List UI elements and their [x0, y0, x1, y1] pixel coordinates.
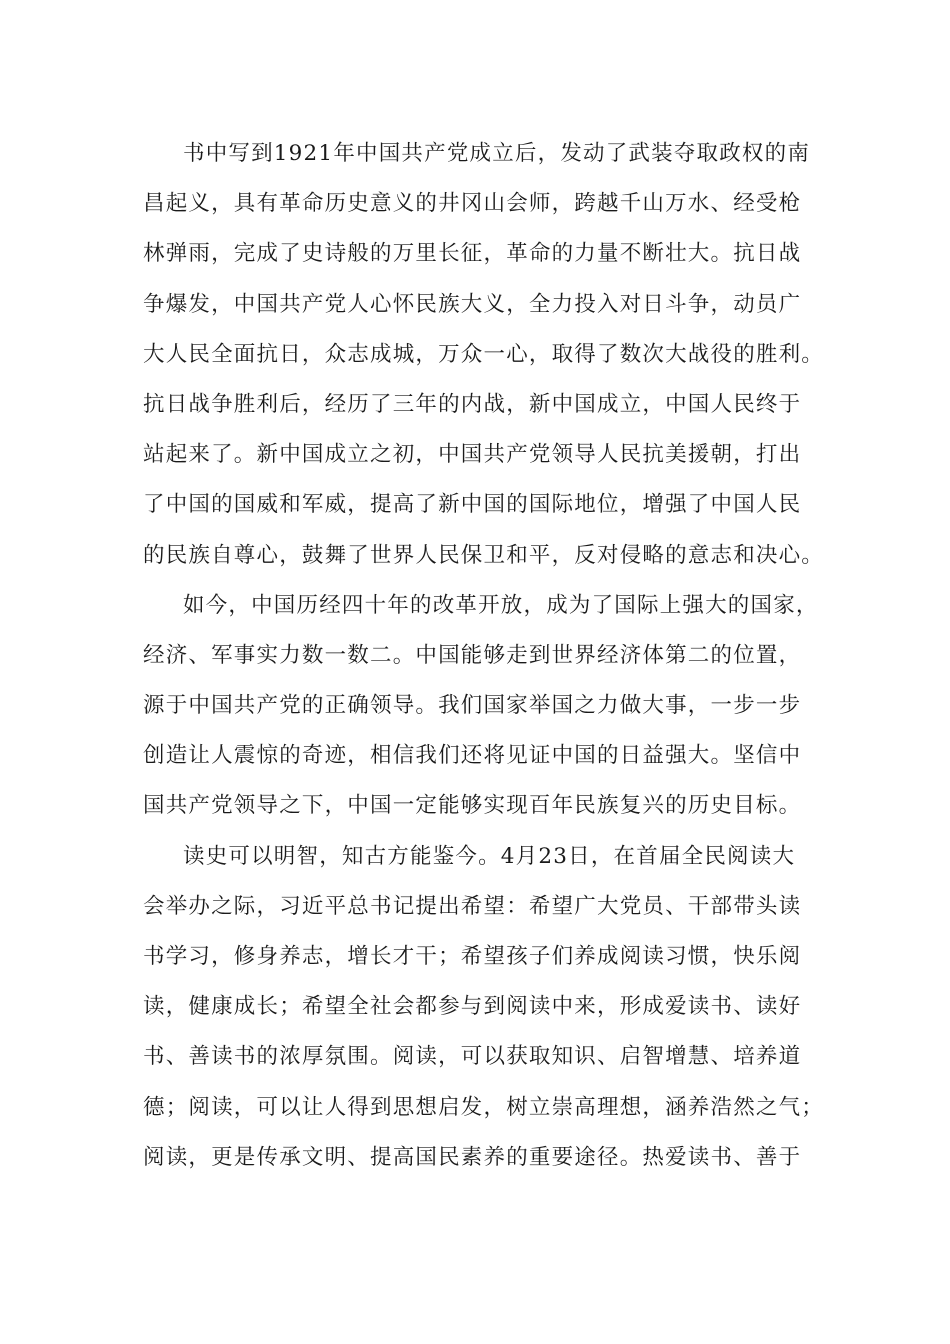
text-line: 昌起义，具有革命历史意义的井冈山会师，跨越千山万水、经受枪: [143, 191, 802, 217]
text-line: 林弹雨，完成了史诗般的万里长征，革命的力量不断壮大。抗日战: [143, 241, 802, 267]
text-line: 争爆发，中国共产党人心怀民族大义，全力投入对日斗争，动员广: [143, 291, 802, 317]
text-line: 抗日战争胜利后，经历了三年的内战，新中国成立，中国人民终于: [143, 391, 802, 417]
paragraph-2: [143, 581, 819, 832]
text-line: 源于中国共产党的正确领导。我们国家举国之力做大事，一步一步: [143, 693, 802, 719]
text-line: 书学习，修身养志，增长才干；希望孩子们养成阅读习惯，快乐阅: [143, 944, 802, 969]
text-line: 如今，中国历经四十年的改革开放，成为了国际上强大的国家，: [183, 592, 819, 618]
text-line: 读史可以明智，知古方能鉴今。4月23日，在首届全民阅读大: [183, 843, 796, 869]
text-line: 读，健康成长；希望全社会都参与到阅读中来，形成爱读书、读好: [143, 994, 802, 1020]
text-line: 站起来了。新中国成立之初，中国共产党领导人民抗美援朝，打出: [143, 442, 802, 468]
text-line: 创造让人震惊的奇迹，相信我们还将见证中国的日益强大。坚信中: [143, 743, 802, 769]
paragraph-3: [143, 832, 825, 1183]
text-line: 国共产党领导之下，中国一定能够实现百年民族复兴的历史目标。: [143, 793, 802, 819]
text-line: 了中国的国威和军威，提高了新中国的国际地位，增强了中国人民: [143, 492, 802, 518]
text-line: 阅读，更是传承文明、提高国民素养的重要途径。热爱读书、善于: [143, 1144, 802, 1170]
paragraph-1: [143, 129, 825, 581]
text-line: 书、善读书的浓厚氛围。阅读，可以获取知识、启智增慧、培养道: [143, 1044, 802, 1070]
text-line: 德；阅读，可以让人得到思想启发，树立崇高理想，涵养浩然之气；: [143, 1094, 825, 1120]
body-text: [143, 129, 825, 1183]
text-line: 的民族自尊心，鼓舞了世界人民保卫和平，反对侵略的意志和决心。: [143, 542, 825, 568]
text-line: 书中写到1921年中国共产党成立后，发动了武装夺取政权的南: [183, 141, 811, 166]
text-line: 大人民全面抗日，众志成城，万众一心，取得了数次大战役的胜利。: [143, 341, 825, 367]
text-line: 会举办之际，习近平总书记提出希望：希望广大党员、干部带头读: [143, 893, 802, 919]
text-line: 经济、军事实力数一数二。中国能够走到世界经济体第二的位置，: [143, 642, 802, 668]
